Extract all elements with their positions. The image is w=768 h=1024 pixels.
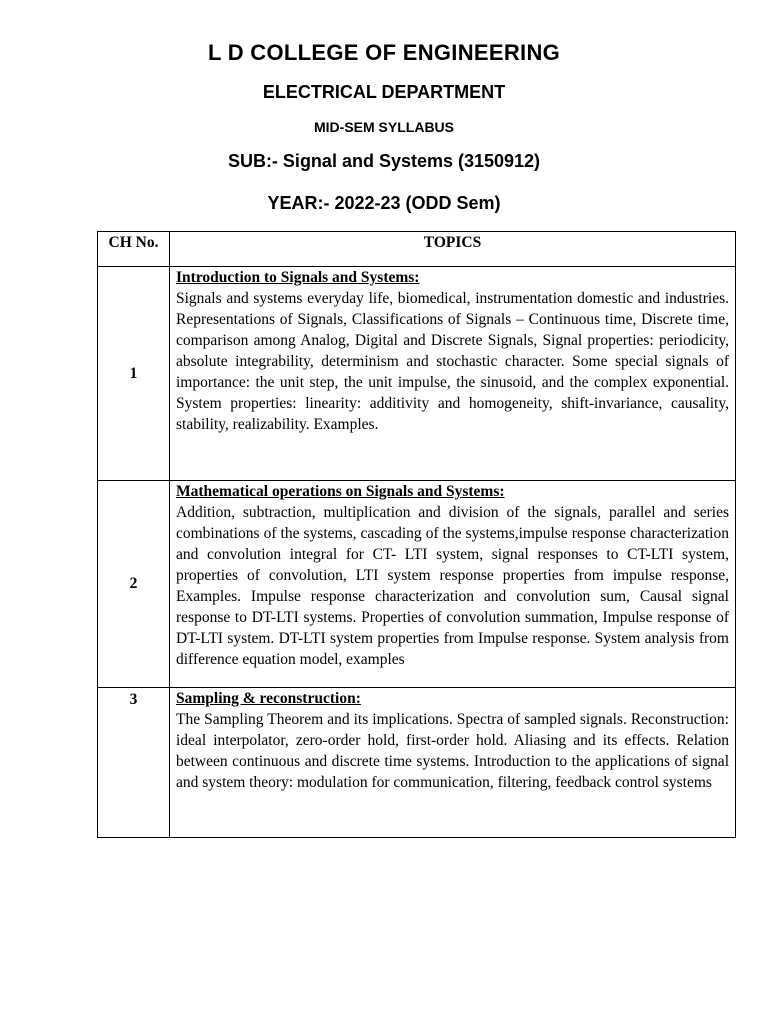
chapter-topics [170,481,736,688]
department-name: ELECTRICAL DEPARTMENT [262,82,506,102]
chapter-topics [170,267,736,481]
chapter-number: 1 [98,267,170,481]
chapter-title: Mathematical operations on Signals and Systems: [176,483,505,500]
column-header-topics: TOPICS [170,232,736,267]
year-line: YEAR:- 2022-23 (ODD Sem) [267,193,501,213]
college-name: L D COLLEGE OF ENGINEERING [207,40,561,65]
table-row [98,688,736,838]
table-row [98,481,736,688]
chapter-description: Addition, subtraction, multiplication and division of the signals, parallel and series combinations of the systems, cascading of the systems,impulse response characterization and convolution integral for CT- LTI system, signal responses to CT-LTI system, properties of convolution, LTI system response properties from impulse response, Examples. Impulse response characterization and convolution sum, Causal signal response to DT-LTI systems. Properties of convolution summation, Impulse response of DT-LTI system. DT-LTI system properties from Impulse response. System analysis from difference equation model, examples [176,504,729,668]
chapter-topics [170,688,736,838]
chapter-number: 3 [98,688,170,838]
table-header-row [98,232,736,267]
table-row [98,267,736,481]
syllabus-type: MID-SEM SYLLABUS [314,119,454,135]
subject-line: SUB:- Signal and Systems (3150912) [227,151,541,171]
chapter-title: Introduction to Signals and Systems: [176,269,420,286]
chapter-description: Signals and systems everyday life, biomedical, instrumentation domestic and industries. Representations of Signals, Classifications of Signals – Continuous time, Discrete time, comparison among Analog, Digital and Discrete Signals, Signal properties: periodicity, absolute integrability, determinism and stochastic character. Some special signals of importance: the unit step, the unit impulse, the sinusoid, and the complex exponential. System properties: linearity: additivity and homogeneity, shift-invariance, causality, stability, realizability. Examples. [176,290,729,433]
chapter-number: 2 [98,481,170,688]
chapter-description: The Sampling Theorem and its implications. Spectra of sampled signals. Reconstruction: ideal interpolator, zero-order hold, first-order hold. Aliasing and its effects. Relation between continuous and discrete time systems. Introduction to the applications of signal and system theory: modulation for communication, filtering, feedback control systems [176,711,729,791]
syllabus-table [97,231,736,838]
chapter-title: Sampling & reconstruction: [176,690,361,707]
column-header-ch-no: CH No. [98,232,170,267]
